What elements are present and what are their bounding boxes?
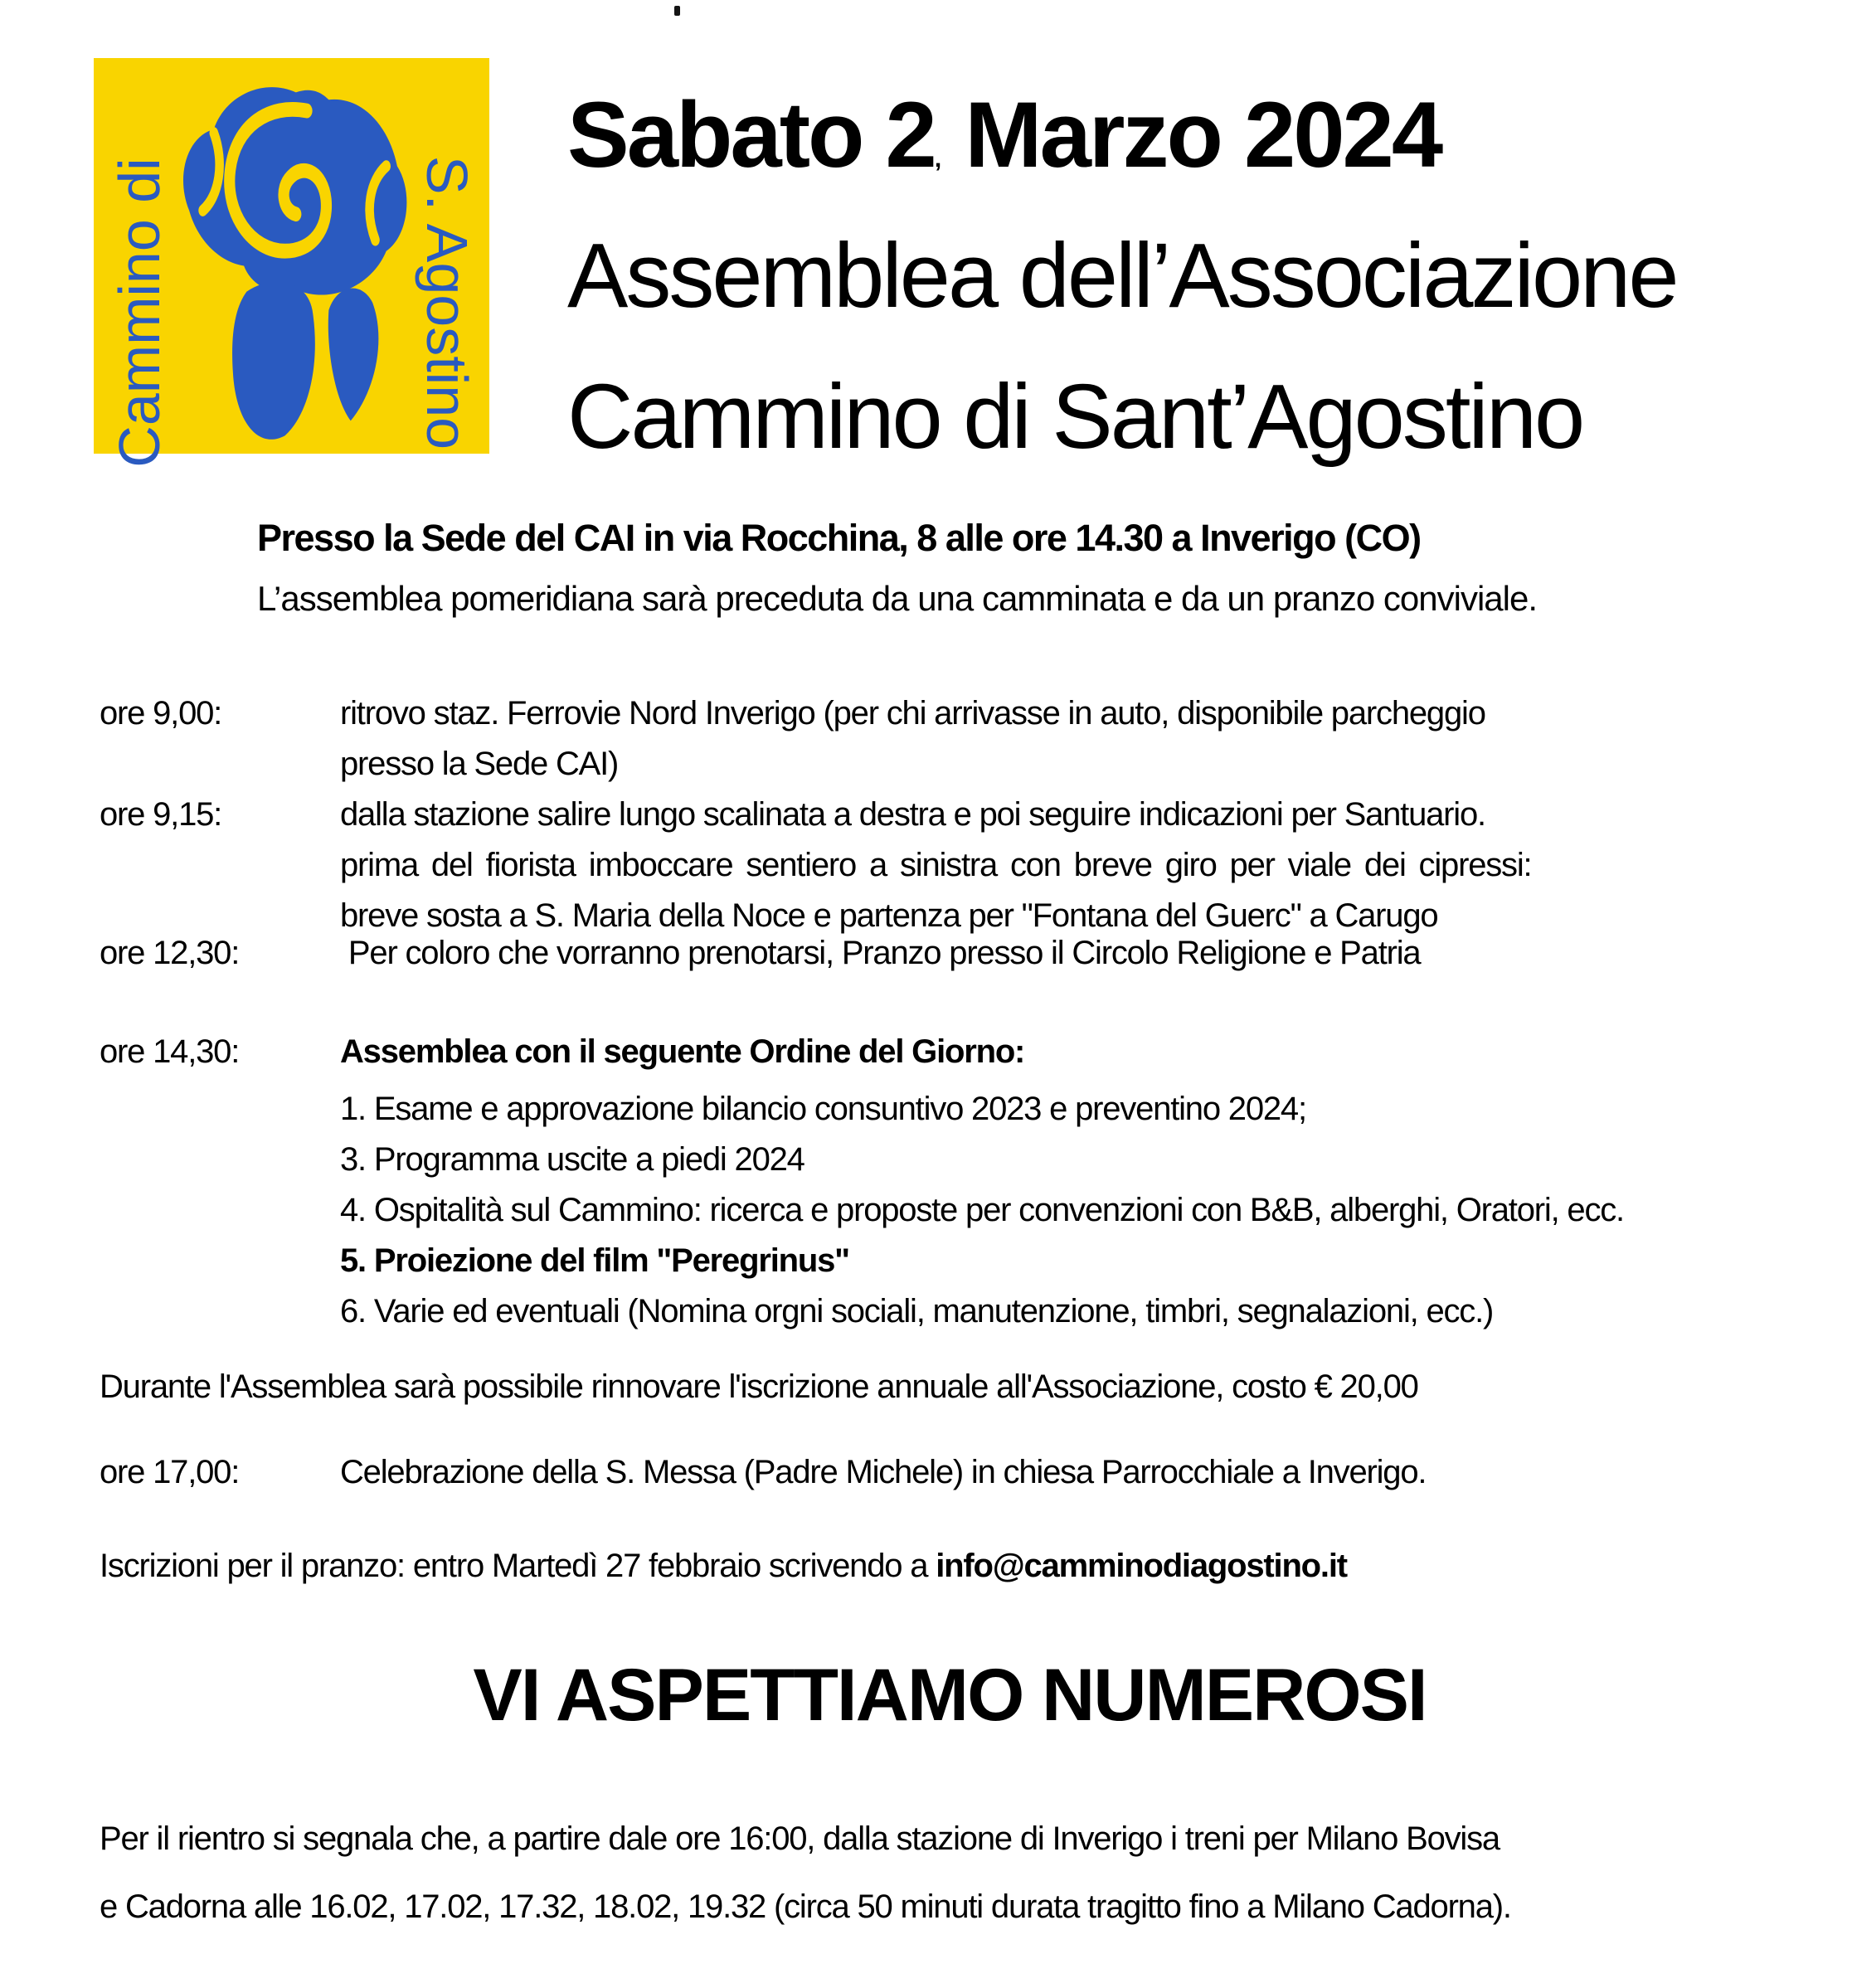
schedule-time: ore 17,00: [100, 1454, 240, 1490]
schedule-row-1230 [100, 928, 1800, 979]
agenda-item: 3. Programma uscite a piedi 2024 [340, 1141, 804, 1178]
venue-subheading: L’assemblea pomeridiana sarà preceduta da una camminata e da un pranzo conviviale. [257, 579, 1537, 618]
intro-block [257, 508, 1537, 629]
train-info [100, 1805, 1800, 1941]
agenda-item: 1. Esame e approvazione bilancio consuntivo 2023 e preventino 2024; [340, 1091, 1306, 1127]
date-text: Sabato 2 [567, 83, 935, 187]
event-title-line: Assemblea dell’Associazione [567, 225, 1677, 327]
flyer-body [100, 688, 1800, 1941]
logo-text-left: Cammino di [107, 158, 172, 468]
event-date-title [567, 65, 1677, 206]
membership-note: Durante l'Assemblea sarà possibile rinnovare l'iscrizione annuale all'Associazione, costo € 20,00 [100, 1368, 1418, 1405]
train-info-line: e Cadorna alle 16.02, 17.02, 17.32, 18.02, 19.32 (circa 50 minuti durata tragitto fino a Milano Cadorna). [100, 1888, 1511, 1925]
schedule-time: ore 9,00: [100, 695, 222, 732]
venue-heading: Presso la Sede del CAI in via Rocchina, 8 alle ore 14.30 a Inverigo (CO) [257, 517, 1421, 559]
date-text-rest: Marzo 2024 [941, 83, 1441, 187]
schedule-row-900 [100, 688, 1800, 790]
mass-text: Celebrazione della S. Messa (Padre Michele) in chiesa Parrocchiale a Inverigo. [340, 1454, 1427, 1490]
schedule-row-915 [100, 790, 1800, 941]
schedule-text: breve sosta a S. Maria della Noce e partenza per "Fontana del Guerc" a Carugo [340, 897, 1438, 934]
registration-note [100, 1541, 1800, 1592]
agenda-heading: Assemblea con il seguente Ordine del Giorno: [340, 1033, 1025, 1070]
agenda-item: 4. Ospitalità sul Cammino: ricerca e proposte per convenzioni con B&B, alberghi, Oratori, ecc. [340, 1192, 1624, 1228]
schedule-time: ore 14,30: [100, 1033, 240, 1070]
logo-text-right: S. Agostino [415, 155, 479, 450]
association-logo [94, 58, 489, 468]
schedule-time: ore 9,15: [100, 796, 222, 833]
rose-icon [170, 81, 444, 450]
schedule-row-1430 [100, 1027, 1800, 1077]
registration-text: Iscrizioni per il pranzo: entro Martedì 27 febbraio scrivendo a [100, 1548, 936, 1584]
stray-mark [674, 6, 680, 16]
schedule-text: prima del fiorista imboccare sentiero a sinistra con breve giro per viale dei cipressi: [340, 847, 1532, 883]
schedule-text: dalla stazione salire lungo scalinata a destra e poi seguire indicazioni per Santuario. [340, 796, 1485, 833]
agenda-list [340, 1084, 1800, 1337]
schedule-text: Per coloro che vorranno prenotarsi, Pranzo presso il Circolo Religione e Patria [340, 935, 1421, 971]
small-comma-mark: , [934, 145, 942, 173]
schedule-time: ore 12,30: [100, 935, 240, 971]
schedule-row-1700 [100, 1447, 1800, 1498]
agenda-item-film: 5. Proiezione del film "Peregrinus" [340, 1242, 849, 1279]
closing-banner: VI ASPETTIAMO NUMEROSI [473, 1653, 1427, 1736]
title-block [567, 65, 1677, 488]
agenda-item: 6. Varie ed eventuali (Nomina orgni sociali, manutenzione, timbri, segnalazioni, ecc.) [340, 1293, 1494, 1329]
train-info-line: Per il rientro si segnala che, a partire dale ore 16:00, dalla stazione di Inverigo i treni per Milano Bovisa [100, 1820, 1500, 1857]
schedule-text: presso la Sede CAI) [340, 746, 619, 782]
schedule-text: ritrovo staz. Ferrovie Nord Inverigo (per chi arrivasse in auto, disponibile parcheggio [340, 695, 1485, 732]
registration-email: info@camminodiagostino.it [936, 1548, 1347, 1584]
association-name: Cammino di Sant’Agostino [567, 366, 1583, 468]
